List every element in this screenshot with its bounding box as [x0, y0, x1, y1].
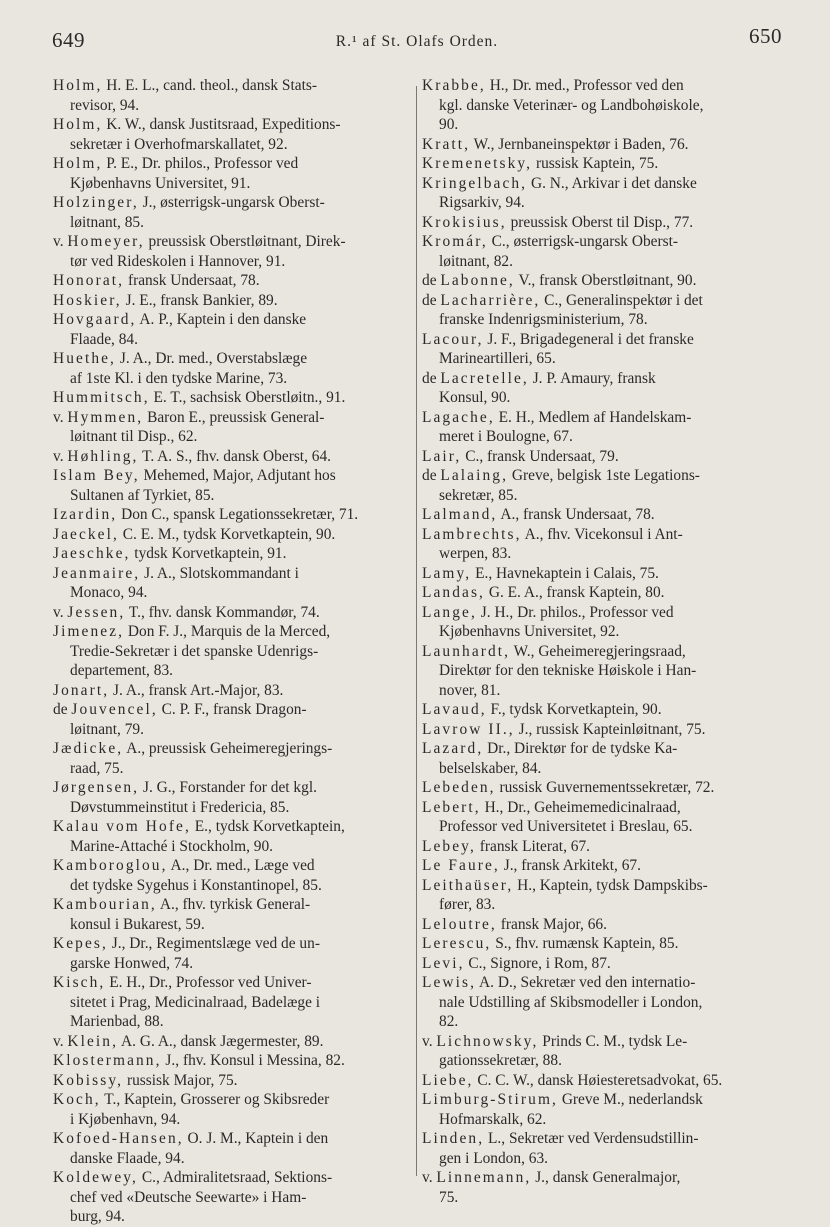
register-entry	[423, 1129, 781, 1168]
entry-description: C. C. W., dansk Høiesteretsadvokat, 65.	[473, 1071, 723, 1089]
register-entry	[54, 817, 410, 856]
page-header	[52, 22, 782, 62]
register-entry	[54, 1051, 410, 1071]
register-entry	[54, 856, 410, 895]
register-entry	[423, 1032, 781, 1071]
entry-surname: Kepes,	[53, 935, 108, 952]
entry-description: T., fhv. dansk Kommandør, 74.	[125, 603, 320, 621]
entry-description: russisk Guvernementssekretær, 72.	[495, 779, 715, 796]
entry-description: J., østerrigsk-ungarsk Oberst-	[138, 194, 325, 211]
entry-continuation: 75.	[439, 1188, 459, 1206]
entry-surname: Lalmand,	[422, 506, 498, 523]
entry-description: J. E., fransk Bankier, 89.	[121, 291, 278, 309]
entry-surname: Lebeden,	[422, 779, 496, 796]
entry-description: J. A., Dr. med., Overstabslæge	[116, 350, 308, 367]
entry-continuation: sekretær i Overhofmarskallatet, 92.	[70, 135, 288, 153]
entry-surname: Krabbe,	[422, 77, 486, 94]
entry-description: Greve, belgisk 1ste Legations-	[508, 467, 700, 484]
register-entry	[54, 1032, 410, 1052]
register-entry	[423, 954, 781, 974]
entry-description: J., fransk Arkitekt, 67.	[499, 857, 641, 874]
register-entry	[423, 856, 781, 876]
entry-surname: Lacharrière,	[440, 291, 541, 309]
entry-continuation: danske Flaade, 94.	[70, 1149, 185, 1167]
register-entry	[54, 310, 410, 349]
register-entry	[54, 115, 410, 154]
entry-surname: Jessen,	[67, 603, 126, 621]
register-entry	[54, 564, 410, 603]
entry-continuation: Døvstummeinstitut i Fredericia, 85.	[70, 798, 290, 816]
register-entry	[423, 330, 781, 369]
entry-description: Baron E., preussisk General-	[143, 408, 325, 426]
entry-description: E., Havnekaptein i Calais, 75.	[471, 564, 659, 582]
entry-description: J. H., Dr. philos., Professor ved	[476, 603, 674, 621]
entry-surname: Klostermann,	[53, 1052, 162, 1069]
register-entry	[54, 1129, 410, 1168]
register-entry	[54, 447, 410, 467]
entry-surname: Koch,	[53, 1091, 101, 1108]
entry-description: Prinds C. M., tydsk Le-	[538, 1032, 688, 1050]
entry-surname: Kalau vom Hofe,	[53, 818, 191, 835]
page-number-right: 650	[749, 24, 782, 48]
entry-continuation: konsul i Bukarest, 59.	[70, 915, 205, 933]
entry-description: G. E. A., fransk Kaptein, 80.	[485, 584, 665, 601]
entry-continuation: raad, 75.	[70, 759, 124, 777]
name-prefix: de	[422, 467, 441, 484]
register-entry	[423, 232, 781, 271]
entry-surname: Kromár,	[422, 233, 488, 250]
entry-description: tydsk Korvetkaptein, 91.	[130, 545, 287, 562]
name-prefix: v.	[53, 408, 68, 426]
entry-surname: Jaeckel,	[53, 525, 119, 543]
register-entry	[423, 505, 781, 525]
register-entry	[423, 1071, 781, 1091]
entry-continuation: garske Honwed, 74.	[70, 954, 194, 972]
entry-description: J. F., Brigadegeneral i det franske	[483, 330, 694, 348]
entry-description: Greve M., nederlandsk	[557, 1091, 703, 1108]
register-entry	[423, 76, 781, 135]
entry-continuation: revisor, 94.	[70, 96, 140, 114]
entry-continuation: fører, 83.	[439, 896, 496, 913]
register-entry	[54, 388, 410, 408]
entry-surname: Izardin,	[53, 506, 118, 523]
entry-surname: Homeyer,	[67, 233, 145, 250]
entry-continuation: Kjøbenhavns Universitet, 91.	[70, 174, 251, 192]
entry-surname: Lewis,	[422, 974, 477, 991]
entry-surname: Kremenetsky,	[422, 155, 533, 172]
entry-surname: Kringelbach,	[422, 174, 528, 192]
entry-description: H., Dr. med., Professor ved den	[485, 77, 684, 94]
entry-description: J., Dr., Regimentslæge ved de un-	[107, 935, 320, 952]
entry-description: C. E. M., tydsk Korvetkaptein, 90.	[118, 525, 336, 543]
register-entry	[54, 778, 410, 817]
left-column	[54, 76, 410, 1227]
page-number-left: 649	[52, 28, 85, 52]
entry-surname: Hoskier,	[53, 291, 122, 309]
entry-surname: Lebey,	[422, 837, 476, 855]
entry-surname: Krokisius,	[422, 213, 507, 231]
register-entry	[54, 895, 410, 934]
entry-description: K. W., dansk Justitsraad, Expeditions-	[102, 116, 341, 133]
entry-description: F., tydsk Korvetkaptein, 90.	[486, 701, 662, 718]
name-prefix: v.	[53, 233, 68, 250]
entry-surname: Jædicke,	[53, 740, 124, 757]
name-prefix: de	[422, 291, 441, 309]
entry-description: C. P. F., fransk Dragon-	[157, 701, 307, 718]
register-entry	[423, 778, 781, 798]
entry-surname: Holzinger,	[53, 194, 139, 211]
entry-continuation: Marineartilleri, 65.	[439, 350, 556, 367]
name-prefix: de	[422, 369, 441, 387]
entry-continuation: meret i Boulogne, 67.	[439, 428, 573, 445]
register-entry	[54, 603, 410, 623]
entry-surname: Lazard,	[422, 740, 484, 757]
entry-surname: Holm,	[53, 77, 103, 94]
entry-description: H., Dr., Geheimemedicinalraad,	[480, 798, 681, 816]
entry-surname: Lamy,	[422, 564, 472, 582]
entry-surname: Kambourian,	[53, 896, 157, 913]
entry-description: Dr., Direktør for de tydske Ka-	[483, 740, 678, 757]
entry-surname: Kisch,	[53, 974, 106, 991]
register-entry	[423, 876, 781, 915]
entry-surname: Le Faure,	[422, 857, 500, 874]
entry-description: fransk Undersaat, 78.	[124, 272, 260, 289]
entry-surname: Lalaing,	[440, 467, 509, 484]
entry-description: J. A., fransk Art.-Major, 83.	[109, 681, 284, 699]
entry-description: Mehemed, Major, Adjutant hos	[139, 467, 336, 484]
entry-surname: Jimenez,	[53, 623, 125, 640]
entry-continuation: løitnant til Disp., 62.	[70, 428, 198, 445]
entry-description: fransk Major, 66.	[496, 915, 607, 933]
entry-description: J. G., Forstander for det kgl.	[139, 779, 317, 796]
register-entry	[54, 408, 410, 447]
entry-surname: Lavaud,	[422, 701, 487, 718]
register-entry	[423, 798, 781, 837]
entry-surname: Labonne,	[440, 272, 515, 289]
register-entry	[54, 505, 410, 525]
entry-surname: Leithaüser,	[422, 876, 514, 894]
entry-surname: Linnemann,	[436, 1169, 532, 1186]
entry-surname: Jeanmaire,	[53, 564, 141, 582]
entry-continuation: Konsul, 90.	[439, 389, 511, 406]
entry-description: C., Generalinspektør i det	[540, 291, 703, 309]
name-prefix: de	[53, 701, 72, 718]
entry-description: J., russisk Kapteinløitnant, 75.	[514, 720, 706, 738]
register-entry	[54, 1168, 410, 1227]
entry-description: fransk Literat, 67.	[475, 837, 591, 855]
entry-description: A., fransk Undersaat, 78.	[497, 506, 655, 523]
entry-continuation: burg, 94.	[70, 1208, 125, 1225]
entry-continuation: nale Udstilling af Skibsmodeller i London,	[439, 993, 703, 1011]
register-entry	[54, 154, 410, 193]
entry-continuation: løitnant, 79.	[70, 720, 144, 738]
entry-surname: Limburg-Stirum,	[422, 1091, 558, 1108]
entry-surname: Høhling,	[67, 447, 139, 465]
entry-surname: Lacour,	[422, 330, 484, 348]
register-entry	[423, 135, 781, 155]
entry-continuation: Direktør for den tekniske Høiskole i Han-	[439, 662, 697, 679]
entry-description: C., Signore, i Rom, 87.	[464, 954, 611, 972]
entry-continuation: af 1ste Kl. i den tydske Marine, 73.	[70, 369, 288, 387]
register-entry	[54, 544, 410, 564]
register-entry	[423, 603, 781, 642]
name-prefix: de	[422, 272, 441, 289]
register-entry	[54, 291, 410, 311]
entry-continuation: Tredie-Sekretær i det spanske Udenrigs-	[70, 642, 319, 660]
entry-description: A., preussisk Geheimeregjerings-	[123, 740, 333, 757]
entry-surname: Holm,	[53, 116, 103, 133]
entry-description: Don C., spansk Legationssekretær, 71.	[117, 506, 359, 523]
entry-continuation: gen i London, 63.	[439, 1149, 549, 1167]
entry-surname: Koldewey,	[53, 1169, 139, 1186]
entry-continuation: Sultanen af Tyrkiet, 85.	[70, 486, 215, 504]
entry-description: A., fhv. Vicekonsul i Ant-	[521, 525, 683, 543]
entry-description: E., tydsk Korvetkaptein,	[190, 818, 345, 835]
name-prefix: v.	[422, 1032, 437, 1050]
entry-continuation: chef ved «Deutsche Seewarte» i Ham-	[70, 1188, 307, 1206]
register-entry	[54, 681, 410, 701]
entry-surname: Lavrow II.,	[422, 720, 515, 738]
entry-surname: Leloutre,	[422, 915, 497, 933]
entry-surname: Launhardt,	[422, 642, 511, 660]
entry-description: E. T., sachsisk Oberstløitn., 91.	[149, 389, 346, 406]
register-entry	[423, 973, 781, 1032]
entry-description: H. E. L., cand. theol., dansk Stats-	[102, 77, 317, 94]
entry-continuation: 90.	[439, 116, 459, 133]
register-entry	[423, 642, 781, 701]
entry-surname: Kobissy,	[53, 1071, 124, 1089]
entry-continuation: løitnant, 82.	[439, 252, 513, 270]
entry-description: C., fransk Undersaat, 79.	[461, 447, 619, 465]
name-prefix: v.	[53, 447, 68, 465]
register-entry	[423, 720, 781, 740]
register-entry	[54, 622, 410, 681]
entry-surname: Holm,	[53, 155, 103, 172]
register-entry	[423, 271, 781, 291]
register-entry	[54, 193, 410, 232]
entry-surname: Jaeschke,	[53, 545, 131, 562]
entry-continuation: Kjøbenhavns Universitet, 92.	[439, 623, 620, 640]
entry-description: A., Dr. med., Læge ved	[167, 857, 315, 874]
entry-surname: Lebert,	[422, 798, 481, 816]
right-column	[423, 76, 781, 1207]
entry-continuation: kgl. danske Veterinær- og Landbohøiskole,	[439, 96, 704, 114]
register-entry	[423, 408, 781, 447]
register-entry	[423, 739, 781, 778]
register-entry	[54, 1071, 410, 1091]
register-entry	[423, 291, 781, 330]
entry-continuation: werpen, 83.	[439, 545, 512, 562]
register-entry	[423, 174, 781, 213]
entry-surname: Kratt,	[422, 135, 471, 153]
entry-description: A., fhv. tyrkisk General-	[156, 896, 311, 913]
entry-surname: Linden,	[422, 1130, 485, 1147]
entry-description: C., Admiralitetsraad, Sektions-	[138, 1169, 333, 1186]
entry-surname: Liebe,	[422, 1071, 474, 1089]
entry-description: C., østerrigsk-ungarsk Oberst-	[487, 233, 679, 250]
entry-description: A. D., Sekretær ved den internatio-	[476, 974, 696, 991]
entry-continuation: Marienbad, 88.	[70, 1013, 164, 1030]
entry-surname: Honorat,	[53, 272, 125, 289]
register-entry	[423, 915, 781, 935]
register-entry	[423, 583, 781, 603]
register-entry	[423, 934, 781, 954]
register-entry	[54, 466, 410, 505]
entry-surname: Jonart,	[53, 681, 110, 699]
register-entry	[54, 271, 410, 291]
name-prefix: v.	[422, 1169, 437, 1186]
register-entry	[54, 739, 410, 778]
entry-continuation: gationssekretær, 88.	[439, 1052, 562, 1069]
entry-description: russisk Major, 75.	[123, 1071, 238, 1089]
entry-description: S., fhv. rumænsk Kaptein, 85.	[491, 935, 679, 952]
register-entry	[54, 76, 410, 115]
entry-continuation: det tydske Sygehus i Konstantinopel, 85.	[70, 876, 322, 894]
register-entry	[423, 447, 781, 467]
entry-description: L., Sekretær ved Verdensudstillin-	[484, 1130, 699, 1147]
entry-description: O. J. M., Kaptein i den	[183, 1130, 329, 1147]
running-title: R.¹ af St. Olafs Orden.	[335, 33, 499, 50]
entry-description: T., Kaptein, Grosserer og Skibsreder	[100, 1091, 330, 1108]
register-entry	[423, 700, 781, 720]
entry-surname: Lange,	[422, 603, 477, 621]
entry-description: W., Jernbaneinspektør i Baden, 76.	[470, 135, 689, 153]
register-entry	[54, 232, 410, 271]
register-entry	[423, 1168, 781, 1207]
register-entry	[54, 700, 410, 739]
entry-continuation: 82.	[439, 1013, 459, 1030]
entry-surname: Jouvencel,	[71, 701, 158, 718]
entry-surname: Hovgaard,	[53, 311, 137, 328]
register-entry	[54, 934, 410, 973]
entry-description: P. E., Dr. philos., Professor ved	[102, 155, 299, 172]
column-divider	[416, 86, 417, 1176]
entry-description: T. A. S., fhv. dansk Oberst, 64.	[138, 447, 332, 465]
entry-description: E. H., Dr., Professor ved Univer-	[105, 974, 312, 991]
entry-description: J., fhv. Konsul i Messina, 82.	[161, 1052, 345, 1069]
entry-description: G. N., Arkivar i det danske	[527, 174, 697, 192]
entry-continuation: Marine-Attaché i Stockholm, 90.	[70, 837, 274, 855]
entry-surname: Jørgensen,	[53, 779, 140, 796]
entry-description: A. P., Kaptein i den danske	[136, 311, 307, 328]
entry-surname: Kofoed-Hansen,	[53, 1130, 184, 1147]
entry-description: preussisk Oberst til Disp., 77.	[506, 213, 694, 231]
entry-description: preussisk Oberstløitnant, Direk-	[144, 233, 346, 250]
entry-surname: Lambrechts,	[422, 525, 522, 543]
entry-surname: Hymmen,	[67, 408, 144, 426]
entry-continuation: Hofmarskalk, 62.	[439, 1110, 547, 1128]
entry-surname: Hummitsch,	[53, 389, 150, 406]
entry-continuation: i Kjøbenhavn, 94.	[70, 1110, 181, 1128]
register-entry	[423, 564, 781, 584]
entry-continuation: nover, 81.	[439, 681, 501, 699]
register-entry	[423, 837, 781, 857]
entry-continuation: Monaco, 94.	[70, 584, 148, 601]
name-prefix: v.	[53, 603, 68, 621]
entry-description: A. G. A., dansk Jægermester, 89.	[118, 1032, 324, 1050]
register-entry	[423, 369, 781, 408]
entry-surname: Lichnowsky,	[436, 1032, 539, 1050]
entry-description: J. A., Slotskommandant i	[140, 564, 299, 582]
entry-description: H., Kaptein, tydsk Dampskibs-	[513, 876, 708, 894]
register-entry	[423, 154, 781, 174]
entry-surname: Lacretelle,	[440, 369, 529, 387]
register-entry	[54, 349, 410, 388]
register-entry	[423, 466, 781, 505]
entry-continuation: sekretær, 85.	[439, 486, 518, 504]
entry-description: J. P. Amaury, fransk	[528, 369, 656, 387]
entry-surname: Levi,	[422, 954, 465, 972]
entry-description: J., dansk Generalmajor,	[531, 1169, 681, 1186]
register-entry	[54, 525, 410, 545]
entry-surname: Lair,	[422, 447, 462, 465]
entry-description: russisk Kaptein, 75.	[532, 155, 659, 172]
entry-surname: Lerescu,	[422, 935, 492, 952]
register-entry	[54, 973, 410, 1032]
entry-continuation: Rigsarkiv, 94.	[439, 194, 525, 211]
entry-continuation: Flaade, 84.	[70, 330, 138, 348]
register-entry	[423, 213, 781, 233]
entry-continuation: departement, 83.	[70, 662, 173, 679]
entry-surname: Landas,	[422, 584, 485, 601]
entry-continuation: belselskaber, 84.	[439, 759, 542, 777]
entry-description: V., fransk Oberstløitnant, 90.	[514, 272, 697, 289]
entry-surname: Klein,	[67, 1032, 119, 1050]
entry-description: W., Geheimeregjeringsraad,	[510, 642, 686, 660]
entry-surname: Lagache,	[422, 408, 495, 426]
register-entry	[423, 1090, 781, 1129]
entry-description: E. H., Medlem af Handelskam-	[494, 408, 692, 426]
entry-continuation: løitnant, 85.	[70, 213, 144, 231]
entry-description: Don F. J., Marquis de la Merced,	[124, 623, 331, 640]
register-entry	[54, 1090, 410, 1129]
register-entry	[423, 525, 781, 564]
name-prefix: v.	[53, 1032, 68, 1050]
entry-surname: Huethe,	[53, 350, 116, 367]
entry-surname: Islam Bey,	[53, 467, 140, 484]
entry-continuation: tør ved Rideskolen i Hannover, 91.	[70, 252, 286, 270]
entry-surname: Kamboroglou,	[53, 857, 168, 874]
entry-continuation: franske Indenrigsministerium, 78.	[439, 311, 648, 328]
entry-continuation: Professor ved Universitetet i Breslau, 65.	[439, 818, 693, 835]
entry-continuation: sitetet i Prag, Medicinalraad, Badelæge i	[70, 993, 321, 1011]
